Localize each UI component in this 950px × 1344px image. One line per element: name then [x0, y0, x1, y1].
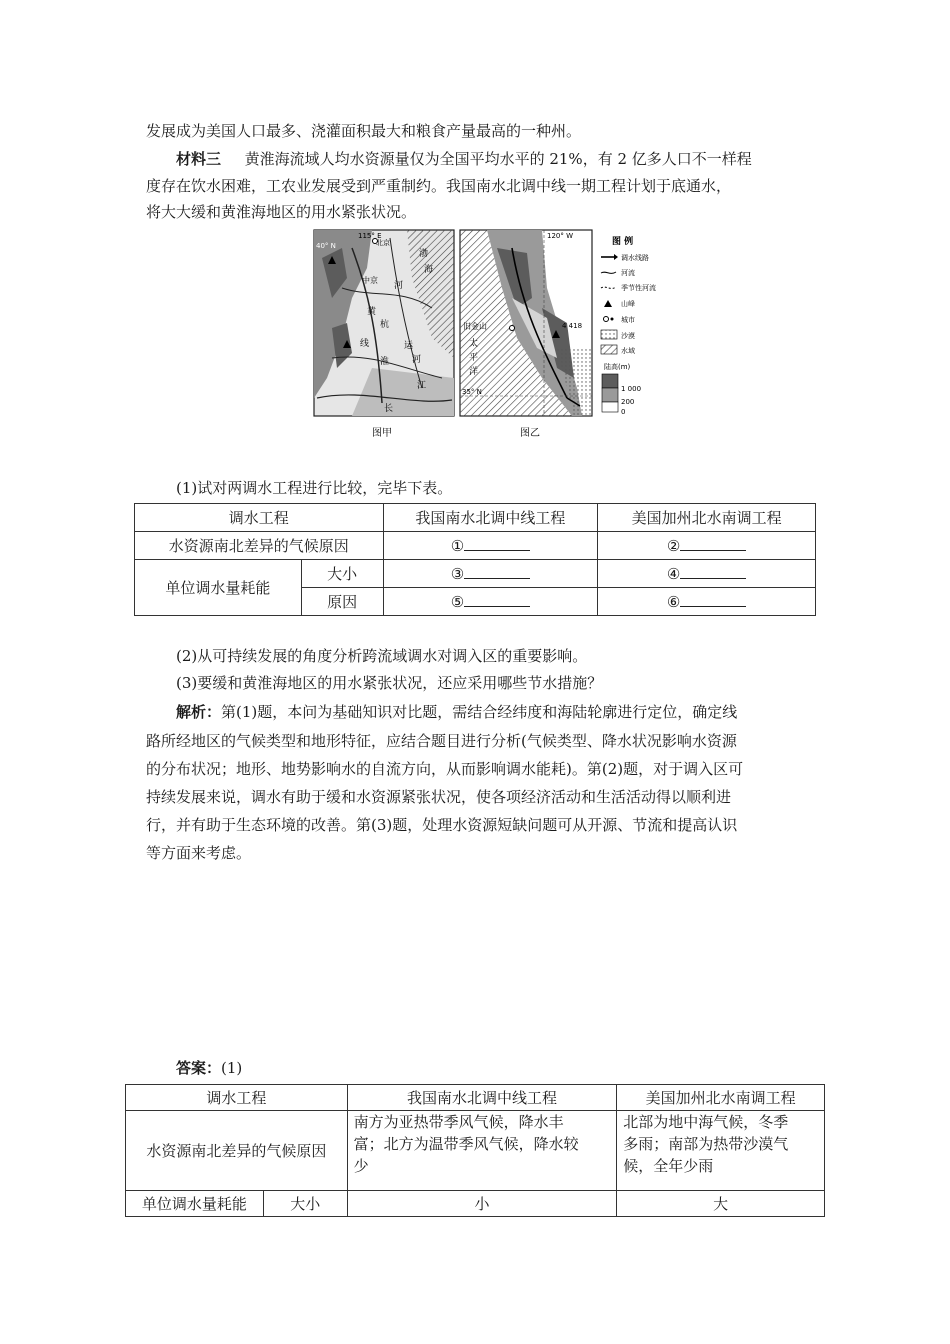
legend-item-peak: 山峰: [621, 300, 635, 308]
map-legend: [601, 235, 656, 416]
analysis-line-4: 持续发展来说，调水有助于缓和水资源紧张状况，使各项经济活动和生活活动得以顺利进: [146, 788, 732, 806]
answer-size-us: 大: [617, 1191, 825, 1217]
map-a-bohai-1: 渤: [419, 249, 429, 259]
answer-header-us: 美国加州北水南调工程: [617, 1085, 825, 1111]
legend-water-icon: [601, 345, 617, 354]
blank-number-4: ④: [666, 565, 681, 583]
q1-blank-2[interactable]: [598, 532, 816, 560]
legend-elevation-title: 陆高(m): [604, 363, 631, 371]
material3-text-1: 黄淮海流域人均水资源量仅为全国平均水平的 21%，有 2 亿多人口不一样程: [244, 150, 752, 168]
answer-climate-us: [617, 1111, 825, 1191]
q3-prompt: (3)要缓和黄淮海地区的用水紧张状况，还应采用哪些节水措施？: [176, 674, 603, 692]
legend-item-city: 城市: [621, 316, 635, 324]
legend-city-icon: [604, 317, 609, 322]
answer-climate-us-line-1: 北部为地中海气候，冬季: [623, 1113, 789, 1131]
material3-line-3: 将大大缓和黄淮海地区的用水紧张状况。: [146, 203, 417, 221]
map-a-label-yun: 运: [404, 341, 414, 351]
map-a-label-he: 河: [394, 281, 404, 291]
answer-climate-cn-line-2: 富；北方为温带季风气候，降水较: [353, 1135, 579, 1153]
answer-climate-cn-line-1: 南方为亚热带季风气候，降水丰: [353, 1113, 564, 1131]
intro-line-1: 发展成为美国人口最多、浇灌面积最大和粮食产量最高的一种州。: [146, 122, 582, 140]
analysis-label: 解析：: [176, 703, 222, 721]
map-a-label-huai: 淮: [380, 357, 390, 367]
legend-seasonal-river-icon: [601, 287, 616, 288]
legend-item-river: 河流: [621, 269, 635, 277]
answer-header-project: 调水工程: [126, 1085, 348, 1111]
elevation-tick-0: 0: [621, 408, 626, 416]
map-b-caption: 图乙: [520, 428, 540, 439]
legend-item-water: 水域: [621, 347, 635, 355]
q1-row-climate-label: 水资源南北差异的气候原因: [135, 532, 384, 560]
material3-line-2: 度存在饮水困难，工农业发展受到严重制约。我国南水北调中线一期工程计划于底通水，: [146, 177, 732, 195]
material3-line-1: [176, 149, 752, 169]
analysis-line-3: 的分布状况；地形、地势影响水的自流方向，从而影响调水能耗)。第(2)题，对于调入区可: [146, 760, 744, 778]
map-a-label-he2: 河: [412, 355, 422, 365]
map-a-lon-label: 115° E: [358, 232, 382, 240]
answer-row-energy-label: 单位调水量耗能: [126, 1191, 264, 1217]
map-a-beijing-label: 北京: [376, 239, 390, 247]
map-a-caption: 图甲: [372, 428, 392, 439]
answer-label: 答案：: [176, 1059, 222, 1077]
map-b-pacific-3: 洋: [469, 367, 479, 377]
q1-blank-1[interactable]: [383, 532, 598, 560]
answer-climate-cn: [347, 1111, 617, 1191]
map-figure: [312, 228, 682, 442]
analysis-line-5: 行，并有助于生态环境的改善。第(3)题，处理水资源短缺问题可从开源、节流和提高认识: [146, 816, 738, 834]
analysis-line-6: 等方面来考虑。: [146, 844, 252, 862]
answer-number: (1): [221, 1059, 243, 1077]
elevation-tick-1000: 1 000: [621, 385, 642, 393]
blank-number-1: ①: [450, 537, 465, 555]
q1-header-project: 调水工程: [135, 504, 384, 532]
legend-title: 图 例: [612, 237, 634, 247]
map-a-label-jiang: 江: [417, 381, 427, 391]
map-a-label-chang: 长: [384, 404, 394, 414]
elevation-tick-200: 200: [621, 398, 635, 406]
map-a: [314, 230, 454, 416]
answer-sub-size: 大小: [263, 1191, 347, 1217]
analysis-text-1: 第(1)题，本问为基础知识对比题，需结合经纬度和海陆轮廓进行定位，确定线: [221, 703, 738, 721]
blank-number-3: ③: [450, 565, 465, 583]
answer-climate-us-line-2: 多雨；南部为热带沙漠气: [623, 1135, 789, 1153]
map-a-lat-label: 40° N: [316, 242, 336, 250]
map-a-label-hang: 杭: [380, 320, 390, 330]
legend-river-icon: [601, 272, 616, 273]
answer-heading: [176, 1058, 242, 1078]
answer-climate-cn-line-3: 少: [353, 1157, 369, 1175]
q2-prompt: (2)从可持续发展的角度分析跨流域调水对调入区的重要影响。: [176, 647, 588, 665]
blank-number-6: ⑥: [666, 593, 681, 611]
answer-table: [125, 1084, 825, 1217]
elevation-swatch-low: [602, 402, 618, 412]
legend-item-desert: 沙漠: [621, 332, 635, 340]
answer-row-climate-label: 水资源南北差异的气候原因: [126, 1111, 348, 1191]
material3-label: 材料三: [176, 150, 222, 168]
map-b-pacific-2: 平: [469, 353, 479, 363]
blank-number-2: ②: [666, 537, 681, 555]
q1-sub-size: 大小: [301, 560, 383, 588]
q1-blank-6[interactable]: [598, 588, 816, 616]
blank-number-5: ⑤: [450, 593, 465, 611]
q1-prompt: (1)试对两调水工程进行比较，完毕下表。: [176, 479, 453, 497]
q1-header-us: 美国加州北水南调工程: [598, 504, 816, 532]
elevation-swatch-high: [602, 374, 618, 388]
answer-climate-us-line-3: 候，全年少雨: [623, 1157, 714, 1175]
elevation-swatch-mid: [602, 388, 618, 402]
map-b-pacific-1: 太: [469, 339, 479, 349]
map-b-peak-label: 4 418: [562, 322, 583, 330]
map-a-label-xian: 线: [360, 339, 370, 349]
q1-header-cn: 我国南水北调中线工程: [383, 504, 598, 532]
map-a-label-zhongjing: 中京: [362, 276, 378, 285]
answer-size-cn: 小: [347, 1191, 617, 1217]
map-b-lat-label: 35° N: [462, 388, 482, 396]
q1-blank-5[interactable]: [383, 588, 598, 616]
q1-blank-3[interactable]: [383, 560, 598, 588]
analysis-line-1: [176, 702, 737, 722]
analysis-line-2: 路所经地区的气候类型和地形特征，应结合题目进行分析(气候类型、降水状况影响水资源: [146, 732, 737, 750]
map-b-sanfrancisco-label: 旧金山: [463, 322, 487, 331]
legend-peak-icon: [604, 300, 612, 307]
legend-item-seasonal-river: 季节性河流: [621, 284, 656, 292]
map-b-lon-label: 120° W: [547, 232, 574, 240]
q1-blank-4[interactable]: [598, 560, 816, 588]
q1-row-energy-label: 单位调水量耗能: [135, 560, 302, 616]
q1-sub-reason: 原因: [301, 588, 383, 616]
map-a-label-huang: 黄: [367, 307, 377, 317]
legend-item-route: 调水线路: [621, 254, 649, 262]
q1-table: [134, 503, 816, 616]
map-a-bohai-2: 海: [424, 265, 434, 275]
answer-header-cn: 我国南水北调中线工程: [347, 1085, 617, 1111]
legend-desert-icon: [601, 330, 617, 339]
map-b: [460, 230, 592, 416]
